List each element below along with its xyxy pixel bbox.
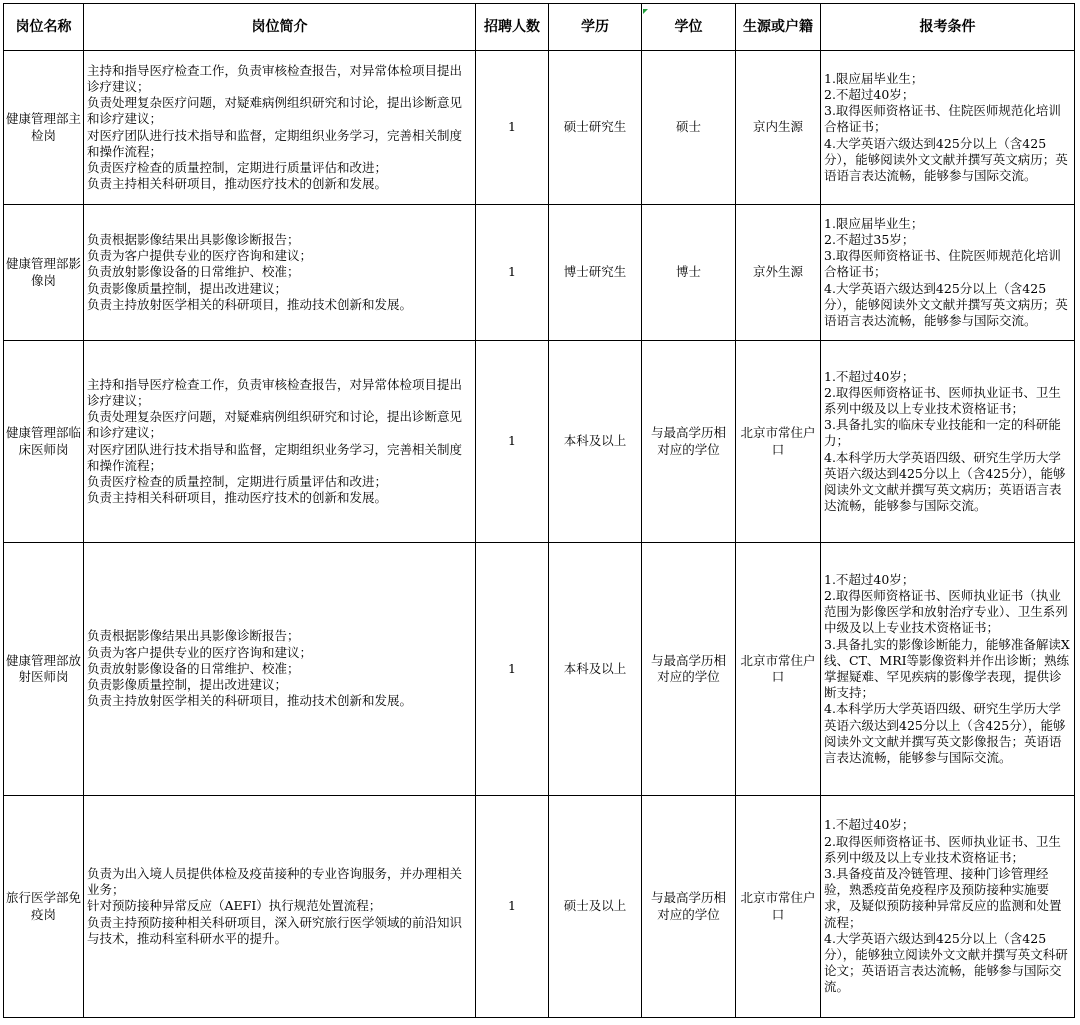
header-education: 学历 <box>549 4 642 51</box>
requirement-line: 3.具备扎实的影像诊断能力，能够准备解读X线、CT、MRI等影像资料并作出诊断；熟练掌握疑难、罕见疾病的影像学表现，提供诊断支持； <box>824 636 1070 701</box>
description-line: 负责根据影像结果出具影像诊断报告； <box>87 231 300 247</box>
table-row <box>4 543 1075 796</box>
description-line: 针对预防接种异常反应（AEFI）执行规范处置流程； <box>87 898 382 914</box>
description-line: 负责主持放射医学相关的科研项目，推动技术创新和发展。 <box>87 693 413 709</box>
requirement-line: 2.取得医师资格证书、医师执业证书、卫生系列中级及以上专业技术资格证书； <box>824 384 1061 416</box>
degree-cell: 与最高学历相对应的学位 <box>642 796 736 1018</box>
requirement-line: 3.取得医师资格证书、住院医师规范化培训合格证书； <box>824 103 1061 135</box>
requirement-line: 4.本科学历大学英语四级、研究生学历大学英语六级达到425分以上（含425分），能够阅读外文文献并撰写英文病历；英语语言表达流畅，能够参与国际交流。 <box>824 449 1066 514</box>
description-line: 负责影像质量控制，提出改进建议； <box>87 280 288 296</box>
description-line: 负责放射影像设备的日常维护、校准； <box>87 660 300 676</box>
requirement-line: 2.不超过40岁； <box>824 86 915 102</box>
description-line: 负责医疗检查的质量控制，定期进行质量评估和改进； <box>87 159 388 175</box>
requirements-cell <box>821 51 1075 205</box>
position-name-cell: 健康管理部临床医师岗 <box>4 341 84 543</box>
cell-comment-marker <box>643 9 648 14</box>
header-origin: 生源或户籍 <box>736 4 821 51</box>
header-degree: 学位 <box>642 4 736 51</box>
origin-cell: 京内生源 <box>736 51 821 205</box>
description-line: 对医疗团队进行技术指导和监督，定期组织业务学习，完善相关制度和操作流程； <box>87 441 463 473</box>
description-line: 主持和指导医疗检查工作，负责审核检查报告，对异常体检项目提出诊疗建议； <box>87 62 463 94</box>
degree-cell: 与最高学历相对应的学位 <box>642 543 736 796</box>
description-cell <box>84 51 476 205</box>
requirement-line: 1.不超过40岁； <box>824 368 915 384</box>
description-line: 对医疗团队进行技术指导和监督，定期组织业务学习，完善相关制度和操作流程； <box>87 127 463 159</box>
description-line: 负责处理复杂医疗问题，对疑难病例组织研究和讨论，提出诊断意见和诊疗建议； <box>87 409 463 441</box>
requirement-line: 3.取得医师资格证书、住院医师规范化培训合格证书； <box>824 248 1061 280</box>
origin-cell: 北京市常住户口 <box>736 796 821 1018</box>
requirements-cell <box>821 205 1075 341</box>
description-cell <box>84 543 476 796</box>
requirement-line: 2.不超过35岁； <box>824 231 915 247</box>
position-name-cell: 旅行医学部免疫岗 <box>4 796 84 1018</box>
position-name-cell: 健康管理部影像岗 <box>4 205 84 341</box>
header-row <box>4 4 1075 51</box>
requirement-line: 3.具备疫苗及冷链管理、接种门诊管理经验，熟悉疫苗免疫程序及预防接种实施要求，及疑似预防接种异常反应的监测和处置流程； <box>824 865 1062 930</box>
description-line: 负责为客户提供专业的医疗咨询和建议； <box>87 644 313 660</box>
description-line: 负责放射影像设备的日常维护、校准； <box>87 264 300 280</box>
requirements-cell <box>821 796 1075 1018</box>
header-description: 岗位简介 <box>84 4 476 51</box>
requirement-line: 1.不超过40岁； <box>824 571 915 587</box>
degree-cell: 硕士 <box>642 51 736 205</box>
header-count: 招聘人数 <box>476 4 549 51</box>
requirement-line: 4.大学英语六级达到425分以上（含425分），能够阅读外文文献并撰写英文病历；英语语言表达流畅，能够参与国际交流。 <box>824 135 1068 183</box>
education-cell: 硕士研究生 <box>549 51 642 205</box>
recruitment-table <box>3 3 1075 1018</box>
description-line: 负责处理复杂医疗问题，对疑难病例组织研究和讨论，提出诊断意见和诊疗建议； <box>87 95 463 127</box>
degree-cell: 与最高学历相对应的学位 <box>642 341 736 543</box>
description-cell <box>84 796 476 1018</box>
description-cell <box>84 205 476 341</box>
position-name-cell: 健康管理部主检岗 <box>4 51 84 205</box>
description-line: 负责主持相关科研项目，推动医疗技术的创新和发展。 <box>87 176 388 192</box>
position-name-cell: 健康管理部放射医师岗 <box>4 543 84 796</box>
count-cell: 1 <box>476 796 549 1018</box>
count-cell: 1 <box>476 341 549 543</box>
origin-cell: 北京市常住户口 <box>736 341 821 543</box>
table-row <box>4 341 1075 543</box>
count-cell: 1 <box>476 205 549 341</box>
table-row <box>4 796 1075 1018</box>
count-cell: 1 <box>476 543 549 796</box>
requirement-line: 1.限应届毕业生； <box>824 215 924 231</box>
requirements-cell <box>821 341 1075 543</box>
origin-cell: 京外生源 <box>736 205 821 341</box>
description-line: 负责影像质量控制，提出改进建议； <box>87 677 288 693</box>
requirement-line: 4.本科学历大学英语四级、研究生学历大学英语六级达到425分以上（含425分），能够阅读外文文献并撰写英文影像报告；英语语言表达流畅，能够参与国际交流。 <box>824 701 1066 766</box>
description-line: 负责主持放射医学相关的科研项目，推动技术创新和发展。 <box>87 296 413 312</box>
requirement-line: 3.具备扎实的临床专业技能和一定的科研能力； <box>824 417 1061 449</box>
degree-cell: 博士 <box>642 205 736 341</box>
education-cell: 博士研究生 <box>549 205 642 341</box>
education-cell: 本科及以上 <box>549 543 642 796</box>
description-line: 负责医疗检查的质量控制，定期进行质量评估和改进； <box>87 473 388 489</box>
requirements-cell <box>821 543 1075 796</box>
requirement-line: 1.不超过40岁； <box>824 817 915 833</box>
requirement-line: 4.大学英语六级达到425分以上（含425分），能够独立阅读外文文献并撰写英文科研论文；英语语言表达流畅，能够参与国际交流。 <box>824 930 1068 995</box>
header-position: 岗位名称 <box>4 4 84 51</box>
requirement-line: 4.大学英语六级达到425分以上（含425分），能够阅读外文文献并撰写英文病历；英语语言表达流畅，能够参与国际交流。 <box>824 280 1068 328</box>
requirement-line: 1.限应届毕业生； <box>824 70 924 86</box>
education-cell: 本科及以上 <box>549 341 642 543</box>
description-line: 负责主持预防接种相关科研项目，深入研究旅行医学领域的前沿知识与技术，推动科室科研水平的提升。 <box>87 914 463 946</box>
description-line: 负责为客户提供专业的医疗咨询和建议； <box>87 248 313 264</box>
description-line: 负责根据影像结果出具影像诊断报告； <box>87 628 300 644</box>
origin-cell: 北京市常住户口 <box>736 543 821 796</box>
description-line: 负责主持相关科研项目，推动医疗技术的创新和发展。 <box>87 490 388 506</box>
education-cell: 硕士及以上 <box>549 796 642 1018</box>
recruitment-table-sheet <box>3 3 1075 1018</box>
requirement-line: 2.取得医师资格证书、医师执业证书（执业范围为影像医学和放射治疗专业）、卫生系列中级及以上专业技术资格证书； <box>824 587 1068 636</box>
requirement-line: 2.取得医师资格证书、医师执业证书、卫生系列中级及以上专业技术资格证书； <box>824 833 1061 865</box>
header-requirements: 报考条件 <box>821 4 1075 51</box>
description-cell <box>84 341 476 543</box>
table-row <box>4 205 1075 341</box>
count-cell: 1 <box>476 51 549 205</box>
table-row <box>4 51 1075 205</box>
description-line: 负责为出入境人员提供体检及疫苗接种的专业咨询服务，并办理相关业务； <box>87 865 463 898</box>
description-line: 主持和指导医疗检查工作，负责审核检查报告，对异常体检项目提出诊疗建议； <box>87 376 463 408</box>
